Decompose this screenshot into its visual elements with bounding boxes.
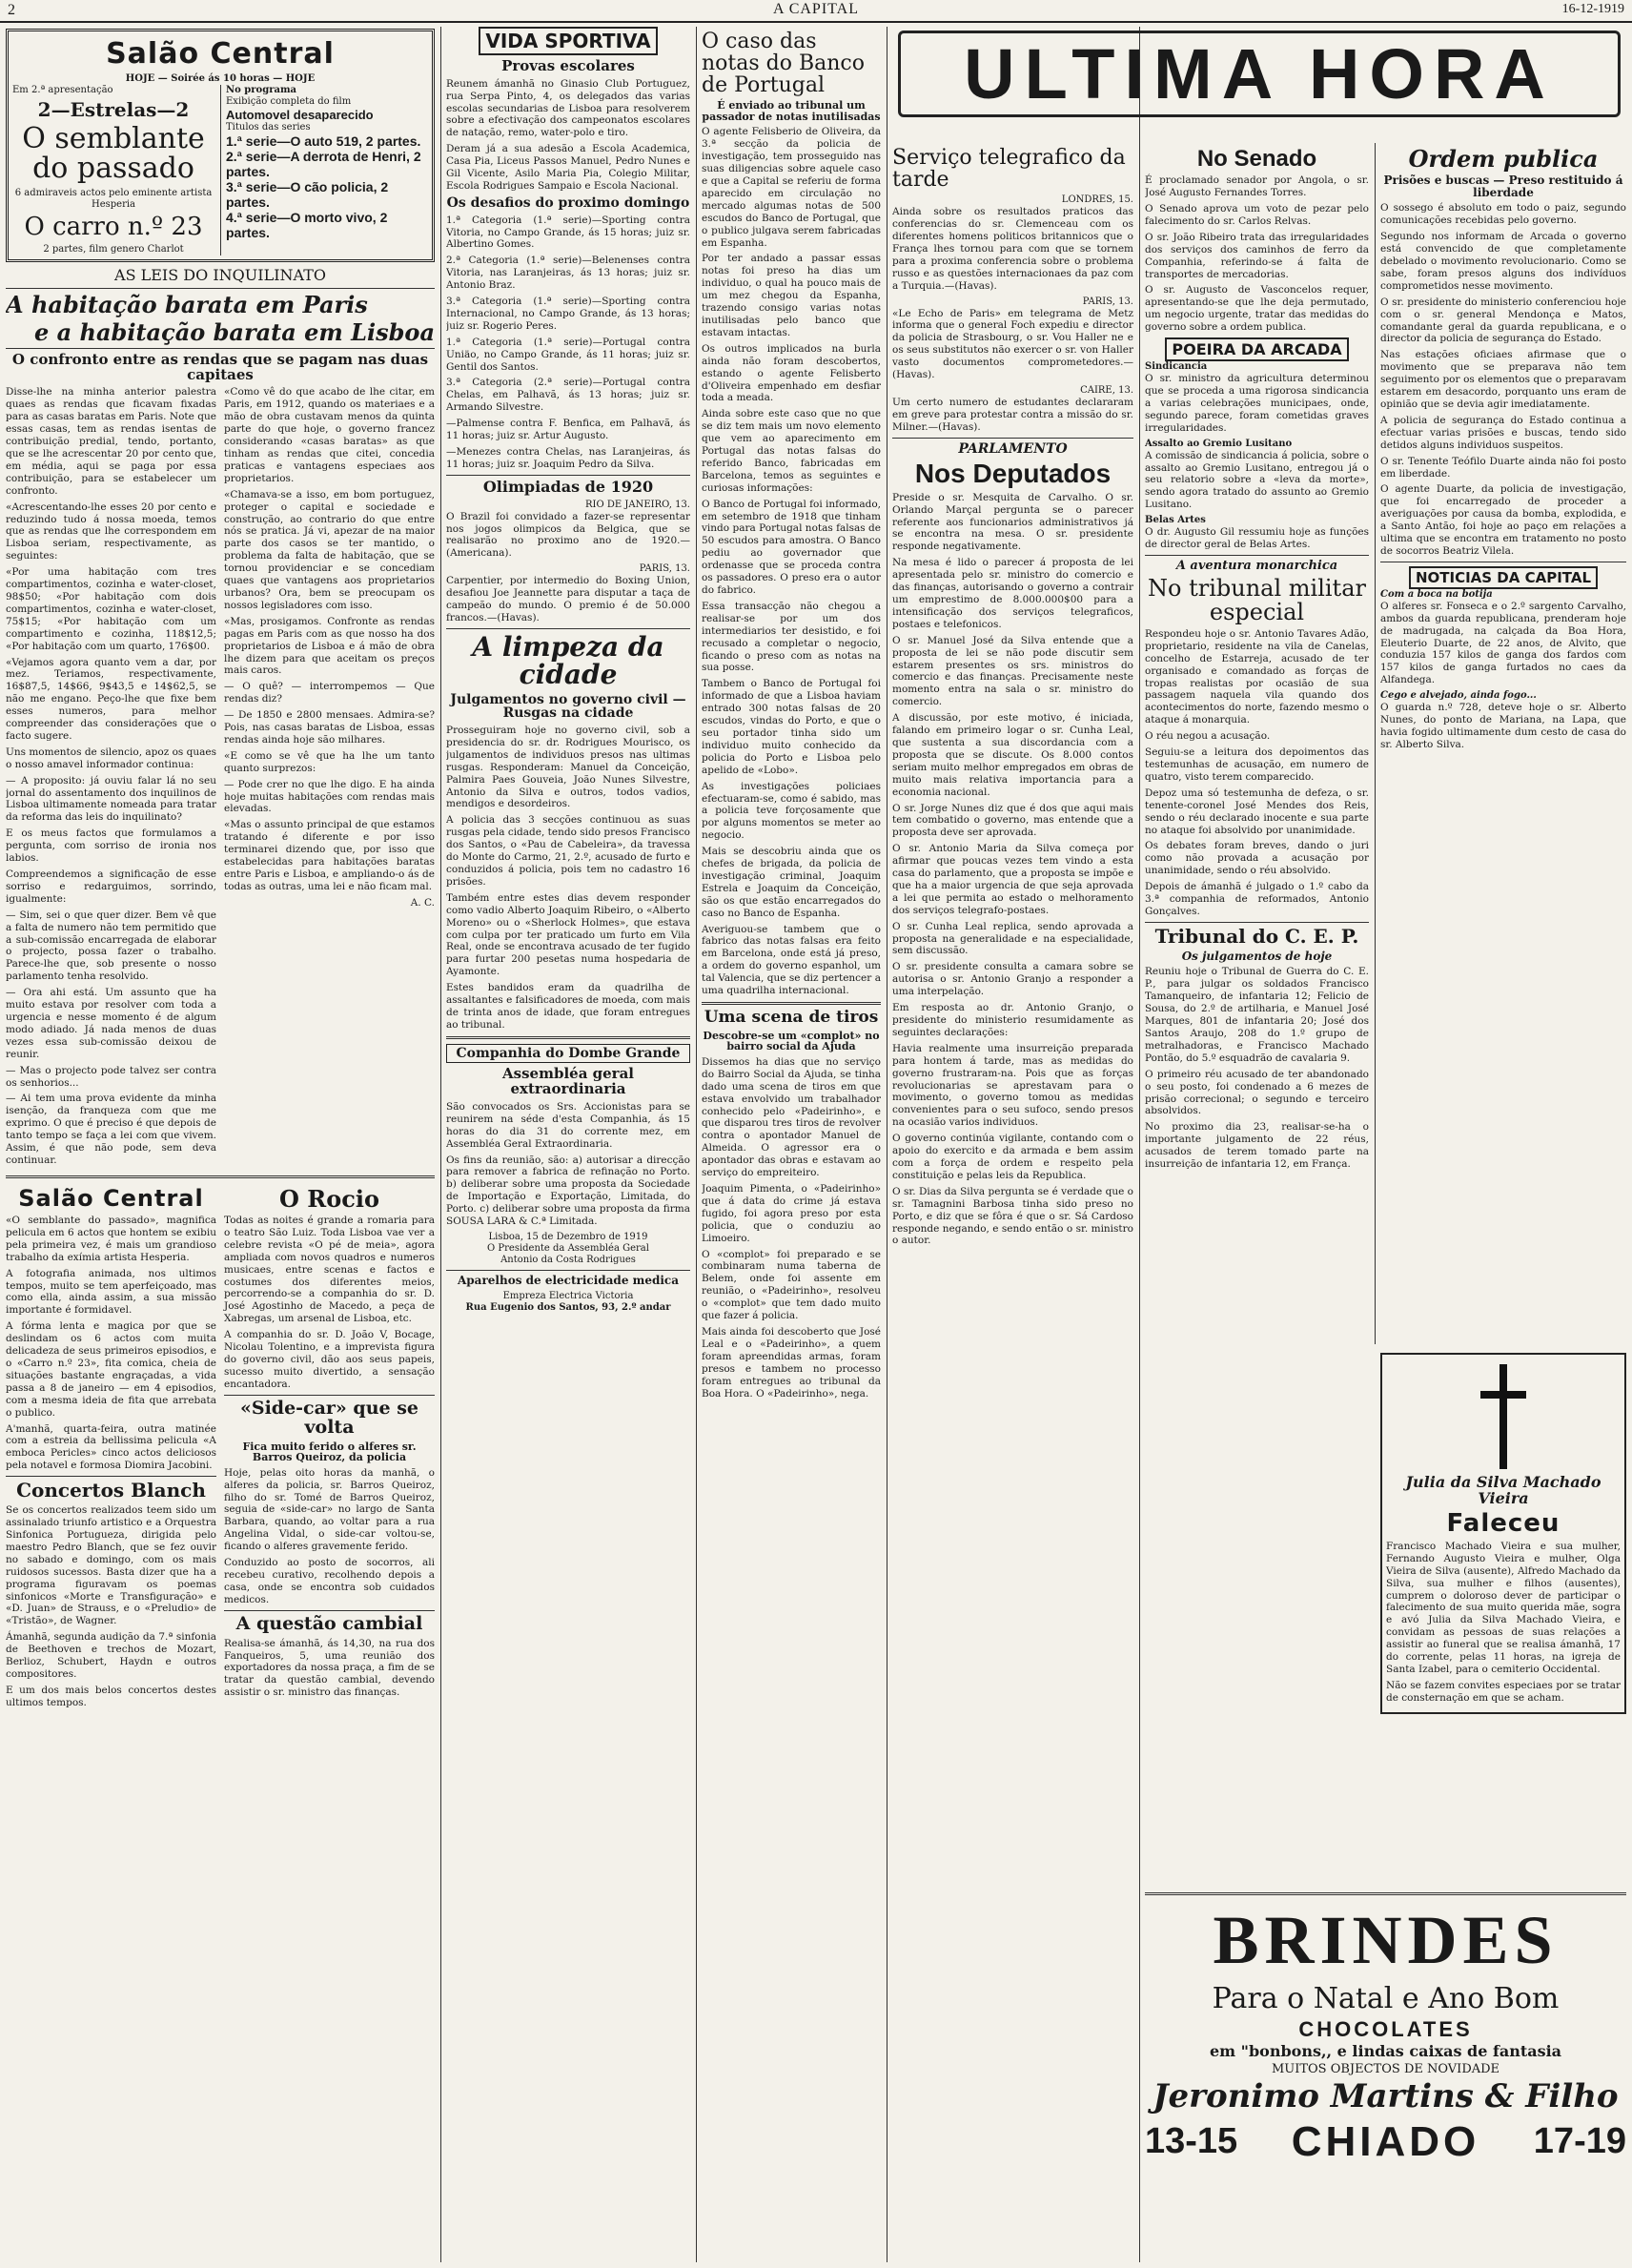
dombe-title: Companhia do Dombe Grande <box>446 1044 690 1064</box>
limpeza-title: A limpeza da cidade <box>472 630 664 691</box>
paragraph: Por ter andado a passar essas notas foi preso ha dias um individuo, o qual ha pouco mais de um mez chegou da Espanha, trazendo consigo varias notas inutilisadas pelo banco que estavam intactas. <box>702 253 881 338</box>
ad-prog-film: Automovel desaparecido <box>226 107 374 122</box>
paragraph: — De 1850 e 2800 mensaes. Admira-se? Pois, nas casas baratas de Lisboa, essas rendas ainda hoje são milhares. <box>224 709 435 746</box>
column-rule <box>440 27 441 2262</box>
paragraph: Ámanhã, segunda audição da 7.ª sinfonia de Beethoven e trechos de Mozart, Berlioz, Schubert, Haydn e outros compositores. <box>6 1631 216 1680</box>
paragraph: Na mesa é lido o parecer á proposta de lei apresentada pelo sr. ministro do comercio e das finanças, autorisando o governo a contrair um emprestimo de 8.000.000$00 para a intensificação dos serviços telegraficos, postaes e telefonicos. <box>892 557 1133 630</box>
paragraph: O alferes sr. Fonseca e o 2.º sargento Carvalho, ambos da guarda republicana, prenderam hoje de madrugada, na calçada da Boa Hora, Eleuterio Duarte, de 22 anos, de Alvito, que conduzia 157 kilos de ganga dos fardos com 157 kilos de ganga furtados no caes da Alfandega. <box>1380 600 1626 686</box>
paragraph: «Como vê do que acabo de lhe citar, em Paris, em 1912, quando os materiaes e a mão de obra custavam menos da quinta parte do que hoje, o governo francez considerando «casas baratas» as que tinham as rendas que citei, concedia praticas e vantagens especiaes aos proprietarios. <box>224 386 435 484</box>
dateline: PARIS, 13. <box>639 563 690 575</box>
eletric-l1: Empreza Electrica Victoria <box>502 1290 634 1301</box>
paragraph: Havia realmente uma insurreição preparada para hontem á tarde, mas as medidas do governo frustraram-na. Pois que as forças revolucionarias se aprestavam para o movimento, o governo tomou as medidas convenientes para o seu sufoco, sendo presos na ocasião varios individuos. <box>892 1042 1133 1129</box>
parlamento-title: PARLAMENTO <box>958 440 1068 457</box>
paragraph: O Banco de Portugal foi informado, em setembro de 1918 que tinham vindo para Portugal notas falsas de 50 escudos para amostra. O Banco pediu ao governador que ordenasse que se proceda contra os passadores. O preso era o autor do fabrico. <box>702 498 881 596</box>
ordem-sub: Prisões e buscas — Preso restituido á liberdade <box>1383 174 1623 199</box>
paragraph: O agente Duarte, da policia de investigação, que foi encarregado de proceder a averiguações por causa da bomba, explodida, e a Santo Antão, foi hoje ao paço em relações a ultima que se encontra em tratamento no posto de socorros Beatriz Vilela. <box>1380 483 1626 557</box>
divider <box>6 288 435 289</box>
paragraph: Disse-lhe na minha anterior palestra quaes as rendas que ficavam fixadas para as casas baratas em Paris. Note que essas casas, tem as rendas isentas de contribuição predial, tendo, portanto, que se lhe acrescentar 20 por cento que, em média, aqui se paga por essa contribuição, para se estabelecer um confronto. <box>6 386 216 497</box>
paragraph: Realisa-se ámanhã, ás 14,30, na rua dos Fanqueiros, 5, uma reunião dos exportadores da nossa praça, a fim de se tratar da questão cambial, devendo assistir o sr. ministro das finanças. <box>224 1637 435 1699</box>
tiros-sub: Descobre-se um «complot» no bairro social da Ajuda <box>703 1029 880 1053</box>
paragraph: As investigações policiaes efectuaram-se, como é sabido, mas a policia teve forçosamente que por alguns momentos se meter ao negocio. <box>702 780 881 842</box>
divider <box>1145 555 1369 556</box>
paragraph: No proximo dia 23, realisar-se-ha o importante julgamento de 22 réus, acusados de terem tomado parte na insurreição de infantaria 12, em França. <box>1145 1121 1369 1171</box>
noticias-logo: NOTICIAS DA CAPITAL <box>1409 566 1598 589</box>
paragraph: Reunem ámanhã no Ginasio Club Portuguez, rua Serpa Pinto, 4, os delegados das varias escolas secundarias de Lisboa para resolverem sobre a efectivação dos campeonatos escolares de natação, remo, water-polo e tiro. <box>446 77 690 139</box>
leis-left <box>6 386 216 1170</box>
paragraph: — Mas o projecto pode talvez ser contra os senhorios... <box>6 1064 216 1089</box>
rocio-title: O Rocio <box>279 1184 379 1213</box>
paragraph: Prosseguiram hoje no governo civil, sob a presidencia do sr. dr. Rodrigues Mourisco, os julgamentos de individuos presos nas ultimas rusgas. Responderam: Manuel da Conceição, Palmira Paes Gouveia, João Nunes Silvestre, Antonio da Silva e outros, todos vadios, mendigos e desordeiros. <box>446 725 690 810</box>
paragraph: A discussão, por este motivo, é iniciada, falando em primeiro logar o sr. Cunha Leal, que sustenta a sua discordancia com a proposta que se discute. Os 8.000 contos seriam muito melhor empregados em obras de muito mais relativa importancia para a economia nacional. <box>892 712 1133 798</box>
column-5a <box>1145 143 1369 1344</box>
ad-car-sub: 2 partes, film genero Charlot <box>43 243 184 255</box>
senado-title: No Senado <box>1196 146 1317 172</box>
paragraph: «Mas, prosigamos. Confronte as rendas pagas em Paris com as que nosso ha dos proprietarios de Lisboa e á mão de obra lhe dizem para que aceitam os preços mais caros. <box>224 615 435 677</box>
divider <box>702 1002 881 1005</box>
paragraph: É proclamado senador por Angola, o sr. José Augusto Fernandes Torres. <box>1145 174 1369 199</box>
brindes-line3: em "bonbons,, e lindas caixas de fantasia <box>1209 2041 1562 2060</box>
vida-sportiva-logo: VIDA SPORTIVA <box>479 27 657 55</box>
paragraph: Carpentier, por intermedio do Boxing Union, desafiou Joe Jeannette para disputar a taça de campeão do mundo. O premio é de 50.000 francos.—(Havas). <box>446 575 690 623</box>
concertos-title: Concertos Blanch <box>16 1479 206 1502</box>
paragraph: Os fins da reunião, são: a) autorisar a direcção para remover a fabrica de refinação no Porto. b) deliberar sobre uma proposta da Sociedade de Importação e Exportação, Limitada, do Porto. c) deliberar sobre uma proposta da firma SOUSA LARA & C.ª Limitada. <box>446 1154 690 1228</box>
cambial-title: A questão cambial <box>235 1612 423 1634</box>
column-rule <box>1139 27 1140 2262</box>
paragraph: Preside o sr. Mesquita de Carvalho. O sr. Orlando Marçal pergunta se o parecer referente aos funcionarios administrativos já se encontra na mesa. O sr. presidente responde negativamente. <box>892 491 1133 553</box>
col1-bottom <box>6 1183 435 1713</box>
paragraph: A comissão de sindicancia á policia, sobre o assalto ao Gremio Lusitano, entregou já o seu relatorio sobre a «leva da morte», sendo agora tratado do assunto ao Gremio Lusitano. <box>1145 449 1369 511</box>
column-1 <box>6 27 435 2262</box>
ultima-hora-header <box>892 27 1626 125</box>
ultima-hora-title: ULTIMA HORA <box>898 31 1621 117</box>
paragraph: 3.ª Categoria (2.ª serie)—Portugal contra Chelas, em Palhavã, ás 13 horas; juiz sr. Armando Silvestre. <box>446 377 690 414</box>
paragraph: 1.ª Categoria (1.ª serie)—Sporting contra Vitoria, no Campo Grande, ás 15 horas; juiz sr. Albertino Gomes. <box>446 214 690 251</box>
brindes-line1: Para o Natal e Ano Bom <box>1212 1982 1560 2015</box>
ad-right <box>220 85 428 255</box>
paragraph: Também entre estes dias devem responder como vadio Alberto Joaquim Ribeiro, o «Alberto Moreno» ou o «Sherlock Holmes», que estava com culpa por ter praticado um furto em Vila Real, onde se encontrava acusado de ter fugido para furtar 200 pesetas numa hospedaria de Ayamonte. <box>446 891 690 978</box>
paragraph: «E como se vê que ha lhe um tanto quanto surprezos: <box>224 749 435 774</box>
paragraph: — Pode crer no que lhe digo. E ha ainda hoje muitas habitações com rendas mais elevadas. <box>224 778 435 815</box>
brindes-firm: Jeronimo Martins & Filho <box>1153 2077 1619 2116</box>
page-number: 2 <box>8 2 15 18</box>
ad-prog-titles: Titulos das series <box>226 121 311 133</box>
paragraph: O primeiro réu acusado de ter abandonado o seu posto, foi condenado a 6 mezes de prisão correcional; o segundo e terceiro absolvidos. <box>1145 1068 1369 1117</box>
paragraph: São convocados os Srs. Accionistas para se reunirem na séde d'esta Companhia, ás 15 horas do dia 31 do corrente mez, em Assembléa Geral Extraordinaria. <box>446 1100 690 1150</box>
poeira-sub3: Belas Artes <box>1145 515 1206 526</box>
paragraph: Averiguou-se tambem que o fabrico das notas falsas era feito em Barcelona, onde está já preso, a ordem do governo espanhol, um tal Valencia, que se diz pertencer a uma quadrilha internacional. <box>702 923 881 997</box>
ad-series: 4.ª serie—O morto vivo, 2 partes. <box>226 209 388 240</box>
paragraph: Dissemos ha dias que no serviço do Bairro Social da Ajuda, se tinha dado uma scena de tiros em que estava envolvido um trabalhador conhecido pelo «Padeirinho», e que disparou tres tiros de revolver contra o apontador Manuel de Almeida. O agressor era o apontador das obras e estavam ao serviço do empreiteiro. <box>702 1055 881 1179</box>
dombe-date: Lisboa, 15 de Dezembro de 1919 <box>488 1232 648 1243</box>
paragraph: Mais se descobriu ainda que os chefes de brigada, da policia de investigação criminal, Joaquim Estrela e Joaquim da Conceição, são os que estão encarregados do caso no Banco de Espanha. <box>702 846 881 919</box>
ad-title: Salão Central <box>106 37 335 71</box>
olimpiadas-title: Olimpiadas de 1920 <box>482 477 654 496</box>
paragraph: Não se fazem convites especiaes por se tratar de consternação em que se acham. <box>1386 1679 1621 1704</box>
paragraph: O sr. Tenente Teófilo Duarte ainda não foi posto em liberdade. <box>1380 455 1626 480</box>
dateline: RIO DE JANEIRO, 13. <box>585 499 690 510</box>
paragraph: Respondeu hoje o sr. Antonio Tavares Adão, proprietario, residente na vila de Canelas, concelho de Estarreja, acusado de ter organisado e comandado as forças de tropas realistas por ocasião de sua passagem naquela vila quando dos acontecimentos do norte, fazendo mesmo o ataque á monarquia. <box>1145 627 1369 726</box>
brindes-number-2: 17-19 <box>1533 2121 1626 2162</box>
divider <box>6 348 435 349</box>
col1-bottom-left <box>6 1183 216 1713</box>
paragraph: Segundo nos informam de Arcada o governo está convencido de que completamente debelado o movimento revolucionario. Como se sabe, foram presos alguns dos indivíduos comprometidos nesse movimento. <box>1380 231 1626 292</box>
tiros-title: Uma scena de tiros <box>704 1008 879 1027</box>
paragraph: O sr. Jorge Nunes diz que é dos que aqui mais tem combatido o governo, mas entende que a proposta deve ser aprovada. <box>892 802 1133 839</box>
brindes-line4: MUITOS OBJECTOS DE NOVIDADE <box>1271 2062 1500 2077</box>
ad-series: 2.ª serie—A derrota de Henri, 2 partes. <box>226 148 421 179</box>
poeira-logo: POEIRA DA ARCADA <box>1165 337 1348 361</box>
paragraph: Nas estações oficiaes afirmase que o movimento que se preparava não tem seguimento por os elementos que o preparavam estarem em desacordo, porquanto uns eram de opinião que se devia agir imediatamente. <box>1380 349 1626 410</box>
paragraph: O sr. Dias da Silva pergunta se é verdade que o sr. Tamagnini Barbosa tinha sido preso no Porto, e diz que se fôra é que o sr. Sá Cardoso responde negando, e sendo então o sr. ministro o autor. <box>892 1185 1133 1247</box>
noticias-sub1: Com a boca na botija <box>1380 588 1493 600</box>
paragraph: A'manhã, quarta-feira, outra matinée com a estreia da bellissima pelicula «A emboca Pericles» cinco actos deliciosos pela notavel e formosa Diomira Jacobini. <box>6 1422 216 1472</box>
paragraph: O agente Felisberio de Oliveira, da 3.ª secção da policia de investigação, tem prosseguido nas suas diligencias sobre aquele caso e que a Capital se referiu de forma aparecido em circulação no mercado algumas notas de 500 escudos do Banco de Portugal, que o publico julgava serem fabricadas em Espanha. <box>702 126 881 249</box>
masthead <box>0 0 1632 23</box>
paragraph: «Chamava-se a isso, em bom portuguez, proteger o capital e sociedade e construção, ao contrario do que entre nós se pratica. Já vi, apezar de na maior parte dos casos se ter mantido, o problema da falta de habitação, que se tornou providenciar e se concediam quaes que vantagens aos proprietarios urbanos? Ora, bem se preocupam os nossos legisladores com isso. <box>224 488 435 611</box>
paragraph: —Menezes contra Chelas, nas Laranjeiras, ás 11 horas; juiz sr. Joaquim Pedro da Silva. <box>446 446 690 470</box>
divider <box>224 1610 435 1611</box>
publication-title: A CAPITAL <box>773 1 859 17</box>
paragraph: A policia de segurança do Estado continua a efectuar varias prisões e buscas, tendo sido detidos alguns individuos suspeitos. <box>1380 414 1626 451</box>
column-2 <box>446 27 690 2262</box>
dateline: CAIRE, 13. <box>1080 384 1133 396</box>
dombe-sig: O Presidente da Assembléa Geral <box>487 1243 649 1255</box>
column-rule <box>1375 143 1376 1344</box>
paragraph: 1.ª Categoria (1.ª serie)—Portugal contra Uniäo, no Campo Grande, ás 11 horas; juiz sr. Gentil dos Santos. <box>446 336 690 373</box>
paragraph: A fórma lenta e magica por que se deslindam os 6 actos com muita delicadeza de seus primeiros episodios, e o «Carro n.º 23», fita comica, cheia de situações bastante engraçadas, a vida passa a 8 de janeiro — em 4 episodios, com a mesma ideia de fita que arrebata o publico. <box>6 1320 216 1419</box>
paragraph: O sr. Cunha Leal replica, sendo aprovada a proposta na generalidade e na especialidade, sem discussão. <box>892 920 1133 957</box>
dombe-assembleia: Assembléa geral extraordinaria <box>502 1065 634 1098</box>
paragraph: O dr. Augusto Gil ressumiu hoje as funções de director geral de Belas Artes. <box>1145 526 1369 551</box>
brindes-street: CHIADO <box>1291 2117 1480 2165</box>
paragraph: Os debates foram breves, dando o juri como não provada a acusação por unanimidade, sendo o réu absolvido. <box>1145 840 1369 877</box>
paragraph: Joaquim Pimenta, o «Padeirinho» que á data do crime já estava fugido, foi agora preso por esta policia, que o conduziu ao Limoeiro. <box>702 1183 881 1244</box>
paragraph: Um certo numero de estudantes declararam em greve para protestar contra a missão do sr. Milner.—(Havas). <box>892 396 1133 433</box>
salao-title: Salão Central <box>18 1184 204 1212</box>
column-5b <box>1380 143 1626 1344</box>
divider <box>446 475 690 476</box>
leis-kicker: AS LEIS DO INQUILINATO <box>114 265 326 284</box>
signature: A. C. <box>410 896 435 909</box>
leis-right <box>224 386 435 1170</box>
divider <box>6 1476 216 1477</box>
paragraph: A fotografia animada, nos ultimos tempos, muito se tem aperfeiçoado, mas como ella, ainda assim, a sua missão importante é formidavel. <box>6 1267 216 1317</box>
brindes-ad <box>1145 1888 1626 2262</box>
divider <box>892 438 1133 439</box>
servico-title: Serviço telegrafico da tarde <box>892 146 1126 193</box>
paragraph: —Palmense contra F. Benfica, em Palhavã, ás 11 horas; juiz sr. Artur Augusto. <box>446 418 690 442</box>
paragraph: O sr. presidente consulta a camara sobre se autorisa o sr. Antonio Granjo a responder a uma interpelação. <box>892 961 1133 998</box>
ad-series: 3.ª serie—O cão policia, 2 partes. <box>226 178 389 210</box>
divider <box>1145 1892 1626 1895</box>
leis-subhead: O confronto entre as rendas que se pagam nas duas capitaes <box>11 350 429 383</box>
paragraph: — Sim, sei o que quer dizer. Bem vê que a falta de numero não tem permitido que a sub-comissão encarregada de elaborar o projecto, possa fazer o trabalho. Parece-lhe que, sob presente o nosso parlamento tenha resolvido. <box>6 909 216 983</box>
paragraph: Hoje, pelas oito horas da manhã, o alferes da policia, sr. Barros Queiroz, filho do sr. Tomé de Barros Queiroz, seguia de «side-car» no largo de Santa Barbara, quando, ao voltar para a rua Angelina Vidal, o side-car voltou-se, ficando o alferes gravemente ferido. <box>224 1466 435 1553</box>
ordem-title: Ordem publica <box>1408 145 1599 173</box>
paragraph: — Ai tem uma prova evidente da minha isenção, da franqueza com que me exprimo. O que é preciso é que depois de tanto tempo se faça a lei com que vivem. Assim, é que não pode, sem deva continuar. <box>6 1093 216 1166</box>
cep-sub: Os julgamentos de hoje <box>1181 949 1333 963</box>
leis-headline-1: A habitação barata em Paris <box>6 290 368 318</box>
ad-line: HOJE — Soirée ás 10 horas — HOJE <box>125 72 316 84</box>
dateline: PARIS, 13. <box>1082 296 1133 307</box>
paragraph: Depoz uma só testemunha de defeza, o sr. tenente-coronel José Mendes dos Reis, sendo o réu declarado inocente e sua parte no ataque foi absolvido por unanimidade. <box>1145 787 1369 836</box>
monarquica-kicker: A aventura monarchica <box>1175 558 1338 573</box>
ad-prog-desc: Exibição completa do film <box>226 95 352 107</box>
paragraph: «Le Echo de Paris» em telegrama de Metz informa que o general Foch expediu e director da policia de Strasbourg, o sr. Vou Haller ne e os seus substitutos não exercer o sr. von Haller vasto documentos comprometedores.—(Havas). <box>892 307 1133 381</box>
obituary <box>1380 1349 1626 1883</box>
divider <box>446 628 690 629</box>
paragraph: Francisco Machado Vieira e sua mulher, Fernando Augusto Vieira e mulher, Olga Vieira de Silva (ausente), Alfredo Machado da Silva, sua mulher e filhos (ausentes), cumprem o doloroso dever de participar o falecimento de sua muito querida mãe, sogra e avó Julia da Silva Machado Vieira, e convidam as pessoas de suas relações a assistir ao funeral que se realisa ámanhã, 17 do corrente, pelas 11 horas, na igreja de Santa Izabel, para o cemiterio Occidental. <box>1386 1540 1621 1675</box>
notas-title: O caso das notas do Banco de Portugal <box>702 30 865 98</box>
dateline: LONDRES, 15. <box>1061 194 1133 206</box>
paragraph: Mais ainda foi descoberto que José Leal e o «Padeirinho», a quem foram apreendidas armas, foram presos e tambem no processo foram entregues ao tribunal da Boa Hora. O «Padeirinho», nega. <box>702 1325 881 1400</box>
dombe-name: Antonio da Costa Rodrigues <box>500 1255 636 1266</box>
brindes-line2: CHOCOLATES <box>1298 2016 1473 2041</box>
brindes-address <box>1145 2118 1626 2166</box>
paragraph: Depois de ámanhã é julgado o 1.º cabo da 3.ª companhia de reformados, Antonio Gonçalves. <box>1145 881 1369 917</box>
paragraph: O «complot» foi preparado e se combinaram numa taberna de Belem, onde foi assente em reunião, o «Padeirinho», resolveu o «complot» que tem dado muito que fazer á policia. <box>702 1248 881 1322</box>
deputados-title: Nos Deputados <box>914 459 1112 489</box>
ad-parts: 2—Estrelas—2 <box>37 97 190 121</box>
paragraph: — A proposito: já ouviu falar lá no seu jornal do assentamento dos inquilinos de Lisboa ultimamente nomeada para tratar da reforma das leis do inquilinato? <box>6 774 216 824</box>
paragraph: Deram já a sua adesão a Escola Academica, Casa Pia, Liceus Passos Manuel, Pedro Nunes e Gil Vicente, Asilo Maria Pia, Colegio Militar, Escola Rodrigues Sampaio e Escola Nacional. <box>446 143 690 192</box>
paragraph: O guarda n.º 728, deteve hoje o sr. Alberto Nunes, do ponto de Mariana, na Lapa, que havia fogido ultimamente dum cesto de casa do sr. Alberto Silva. <box>1380 702 1626 750</box>
paragraph: Tambem o Banco de Portugal foi informado de que a Lisboa haviam entrado 300 notas falsas de 20 escudos, vindas do Porto, e que o seu portador tinha sido um individuo muito conhecido da policia do Porto e Lisboa pelo apelido de «Lobo». <box>702 678 881 776</box>
paragraph: O réu negou a acusação. <box>1145 730 1271 743</box>
paragraph: «O semblante do passado», magnifica pelicula em 6 actos que hontem se exibiu pela primeira vez, é mais um grandioso trabalho da exímia artista Hesperia. <box>6 1215 216 1263</box>
provas-title: Provas escolares <box>501 57 635 74</box>
noticias-sub2: Cego e alvejado, ainda fogo... <box>1380 690 1537 702</box>
divider <box>6 1175 435 1178</box>
paragraph: O Brazil foi convidado a fazer-se representar nos jogos olimpicos da Belgica, que se realisarão no proximo ano de 1920.—(Americana). <box>446 510 690 560</box>
paragraph: Uns momentos de silencio, apoz os quaes o nosso amavel informador continua: <box>6 746 216 770</box>
eletric-title: Aparelhos de electricidade medica <box>457 1274 679 1288</box>
ad-premiere: Em 2.ª apresentação <box>12 84 113 95</box>
ad-film: O semblante do passado <box>22 121 205 185</box>
paragraph: O sossego é absoluto em todo o paiz, segundo comunicações recebidas pelo governo. <box>1380 202 1626 227</box>
paragraph: Reuniu hoje o Tribunal de Guerra do C. E. P., para julgar os soldados Francisco Tamanqueiro, de infantaria 12; Felicio de Sousa, do 2.º de artilharia, e Manuel José Marques, 801 de infantaria 20; José dos Santos Araujo, 208 do 1.º grupo de metralhadoras, e Francisco Machado Pontão, do 5.º esquadrão de cavalaria 9. <box>1145 966 1369 1064</box>
sidecar-title: «Side-car» que se volta <box>239 1397 419 1438</box>
paragraph: A policia das 3 secções continuou as suas rusgas pela cidade, tendo sido presos Francisco dos Santos, o «Pau de Cabeleira», da travessa do Monte do Carmo, 21, 2.º, acusado de furto e conduzidos á policia, pois tem no cadastro 16 prisões. <box>446 814 690 888</box>
paragraph: E um dos mais belos concertos destes ultimos tempos. <box>6 1684 216 1708</box>
paragraph: Em resposta ao dr. Antonio Granjo, o presidente do ministerio resumidamente as seguintes declarações: <box>892 1002 1133 1038</box>
col1-bottom-right <box>224 1183 435 1713</box>
cross-icon <box>1492 1364 1515 1469</box>
divider <box>1145 922 1369 923</box>
leis-headline-2: e a habitação barata em Lisboa <box>34 317 435 346</box>
paragraph: Ainda sobre este caso que no que se diz tem mais um novo elemento que vem ao aparecimento em Portugal das notas falsas do referido Banco, fabricadas em Barcelona, temos as seguintes e curiosas informações: <box>702 408 881 494</box>
paragraph: «Mas o assunto principal de que estamos tratando é diferente e por isso terminarei dizendo que, por isso que estabelecidas para habitações baratas entre Paris e Lisboa, e ampliando-o ás de todas as outras, uma lei e não ficam mal. <box>224 819 435 892</box>
paragraph: «Acrescentando-lhe esses 20 por cento e reduzindo tudo á nossa moeda, temos que as rendas que lhe correspondem em Lisboa seriam, respectivamente, as seguintes: <box>6 501 216 562</box>
paragraph: Estes bandidos eram da quadrilha de assaltantes e falsificadores de moeda, com mais de trinta anos de idade, que foram entregues ao tribunal. <box>446 982 690 1031</box>
paragraph: Se os concertos realizados teem sido um assinalado triunfo artistico e a Orquestra Sinfonica Portugueza, dirigida pelo maestro Pedro Blanch, que se fez ouvir no sabado e domingo, com os mais ruidosos sucessos. Basta dizer que ha a programa figuravam os poemas sinfonicos «Morte e Transfiguração» e «D. Juan» de Strauss, e o «Preludio» de «Tristão», de Wagner. <box>6 1504 216 1627</box>
paragraph: O sr. ministro da agricultura determinou que se proceda a uma rigorosa sindicancia a varias celebrações municipaes, onde, segundo parece, foram cometidas graves irregularidades. <box>1145 373 1369 434</box>
paragraph: Todas as noites é grande a romaria para o teatro São Luiz. Toda Lisboa vae ver a celebre revista «O pé de meia», agora ampliada com novos quadros e numeros musicaes, entre scenas e factos e costumes dos diferentes meios, percorrendo-se a companhia do sr. D. José Agostinho de Macedo, a peça de Xabregas, um arsenal de Lisboa, etc. <box>224 1215 435 1325</box>
ad-prog: No programa <box>226 84 297 95</box>
paragraph: «Vejamos agora quanto vem a dar, por mez. Teriamos, respectivamente, 16$87,5, 14$66, 9$43,5 e 14$62,5, se não me engano. Peço-lhe que fixe bem esses numeros, para melhor compreender das considerações que o facto sugere. <box>6 656 216 742</box>
brindes-number-1: 13-15 <box>1145 2121 1238 2162</box>
divider <box>224 1395 435 1396</box>
paragraph: Conduzido ao posto de socorros, ali recebeu curativo, recolhendo depois a casa, onde se encontra sob cuidados medicos. <box>224 1557 435 1605</box>
poeira-sub1: Sindicancia <box>1145 361 1208 373</box>
obituary-box <box>1380 1353 1626 1714</box>
paragraph: E os meus factos que formulamos a pergunta, com sorriso de ironia nos labios. <box>6 828 216 865</box>
notas-sub: É enviado ao tribunal um passador de notas inutilisadas <box>702 99 881 123</box>
paragraph: — Ora ahi está. Um assunto que ha muito estava por resolver com toda a urgencia e nesse momento é de algum modo adiado. Já nada menos de duas vezes essa sub-comissão deixou de reunir. <box>6 987 216 1060</box>
column-rule <box>696 27 697 2262</box>
paragraph: 3.ª Categoria (1.ª serie)—Sporting contra Internacional, no Campo Grande, ás 13 horas; juiz sr. Rogerio Peres. <box>446 296 690 332</box>
obituary-name: Julia da Silva Machado Vieira <box>1405 1473 1601 1507</box>
ad-car: O carro n.º 23 <box>24 212 203 241</box>
paragraph: Os outros implicados na burla ainda não foram descobertos, estando o agente Felisberto d'Oliveira empenhado em desfiar toda a meada. <box>702 342 881 404</box>
sidecar-sub: Fica muito ferido o alferes sr. Barros Queiroz, da policia <box>242 1440 417 1464</box>
column-4 <box>892 143 1133 2262</box>
paragraph: O sr. Augusto de Vasconcelos requer, apresentando-se que lhe deja permutado, um negocio urgente, tratar das medidas do governo sobre a ordem publica. <box>1145 284 1369 334</box>
desafios-title: Os desafios do proximo domingo <box>446 194 690 211</box>
ad-salao-central <box>6 29 435 262</box>
paragraph: 2.ª Categoria (1.ª serie)—Belenenses contra Vitoria, nas Laranjeiras, ás 13 horas; juiz sr. Antonio Braz. <box>446 255 690 292</box>
paragraph: Ainda sobre os resultados praticos das conferencias do sr. Clemenceau com os diferentes homens politicos britannicos que o França lhes tornou para com que se tornem para a proxima conferencia sobre o problema russo e as questões internacionaes da paz com a Turquia.—(Havas). <box>892 206 1133 292</box>
paragraph: O Senado aprova um voto de pezar pelo falecimento do sr. Carlos Relvas. <box>1145 203 1369 227</box>
leis-body <box>6 386 435 1170</box>
ad-left <box>12 85 214 255</box>
ad-film-sub: 6 admiraveis actos pelo eminente artista Hesperia <box>14 187 213 210</box>
brindes-title: BRINDES <box>1213 1902 1559 1978</box>
poeira-sub2: Assalto ao Gremio Lusitano <box>1145 438 1293 449</box>
paragraph: O sr. Antonio Maria da Silva começa por afirmar que poucas vezes tem vindo a esta casa do parlamento, que a proposta se impõe e que ha a maior urgencia de que seja aprovada a lei que permita ao estado o melhoramento dos serviços telegrafo-postaes. <box>892 843 1133 916</box>
obituary-heading: Faleceu <box>1446 1508 1561 1538</box>
eletric-l2: Rua Eugenio dos Santos, 93, 2.º andar <box>465 1301 671 1313</box>
paragraph: A companhia do sr. D. João V, Bocage, Nicolau Tolentino, e a imprevista figura do governo civil, dão aos seus papeis, sucesso muito divertido, a sensação encantadora. <box>224 1329 435 1390</box>
issue-date: 16-12-1919 <box>1561 2 1624 16</box>
divider <box>446 1036 690 1039</box>
paragraph: Essa transacção não chegou a realisar-se por um dos intermediarios ter desistido, e foi recusado a completar o negocio, ficando o preso com as notas na sua posse. <box>702 600 881 674</box>
cep-title: Tribunal do C. E. P. <box>1154 924 1359 948</box>
limpeza-sub: Julgamentos no governo civil — Rusgas na cidade <box>450 691 686 722</box>
paragraph: Compreendemos a significação de esse sorriso e redarguimos, sorrindo, igualmente: <box>6 868 216 905</box>
paragraph: O sr. presidente do ministerio conferenciou hoje com o sr. general Mendonça e Matos, comandante geral da guarda republicana, e o director da policia de segurança do Estado. <box>1380 296 1626 345</box>
ad-series: 1.ª serie—O auto 519, 2 partes. <box>226 133 421 149</box>
paragraph: O sr. Manuel José da Silva entende que a proposta de lei se não pode discutir sem estarem presentes os srs. ministros do comercio e das finanças. Precisamente neste momento entra na sala o sr. ministro do comercio. <box>892 634 1133 708</box>
column-3 <box>702 27 881 2262</box>
tribunal-title: No tribunal militar especial <box>1148 574 1366 625</box>
paragraph: O governo continúa vigilante, contando com o apoio do exercito e da armada e bem assim com a força de ordem e respeito pela constituição e pelas leis da Republica. <box>892 1133 1133 1181</box>
paragraph: — O quê? — interrompemos — Que rendas diz? <box>224 681 435 705</box>
paragraph: Seguiu-se a leitura dos depoimentos das testemunhas de acusação, em numero de quatro, visto terem comparecido. <box>1145 746 1369 783</box>
paragraph: «Por uma habitação com tres compartimentos, cozinha e water-closet, 98$50; «Por habitação com dois compartimentos, cozinha e water-closet, 75$15; «Por habitação com um compartimento e cozinha, 118$12,5; «Por habitação com um quarto, 176$00. <box>6 566 216 652</box>
paragraph: O sr. João Ribeiro trata das irregularidades dos serviços dos caminhos de ferro da Companhia, referindo-se á falta de transportes de mercadorias. <box>1145 231 1369 280</box>
divider <box>446 1270 690 1271</box>
